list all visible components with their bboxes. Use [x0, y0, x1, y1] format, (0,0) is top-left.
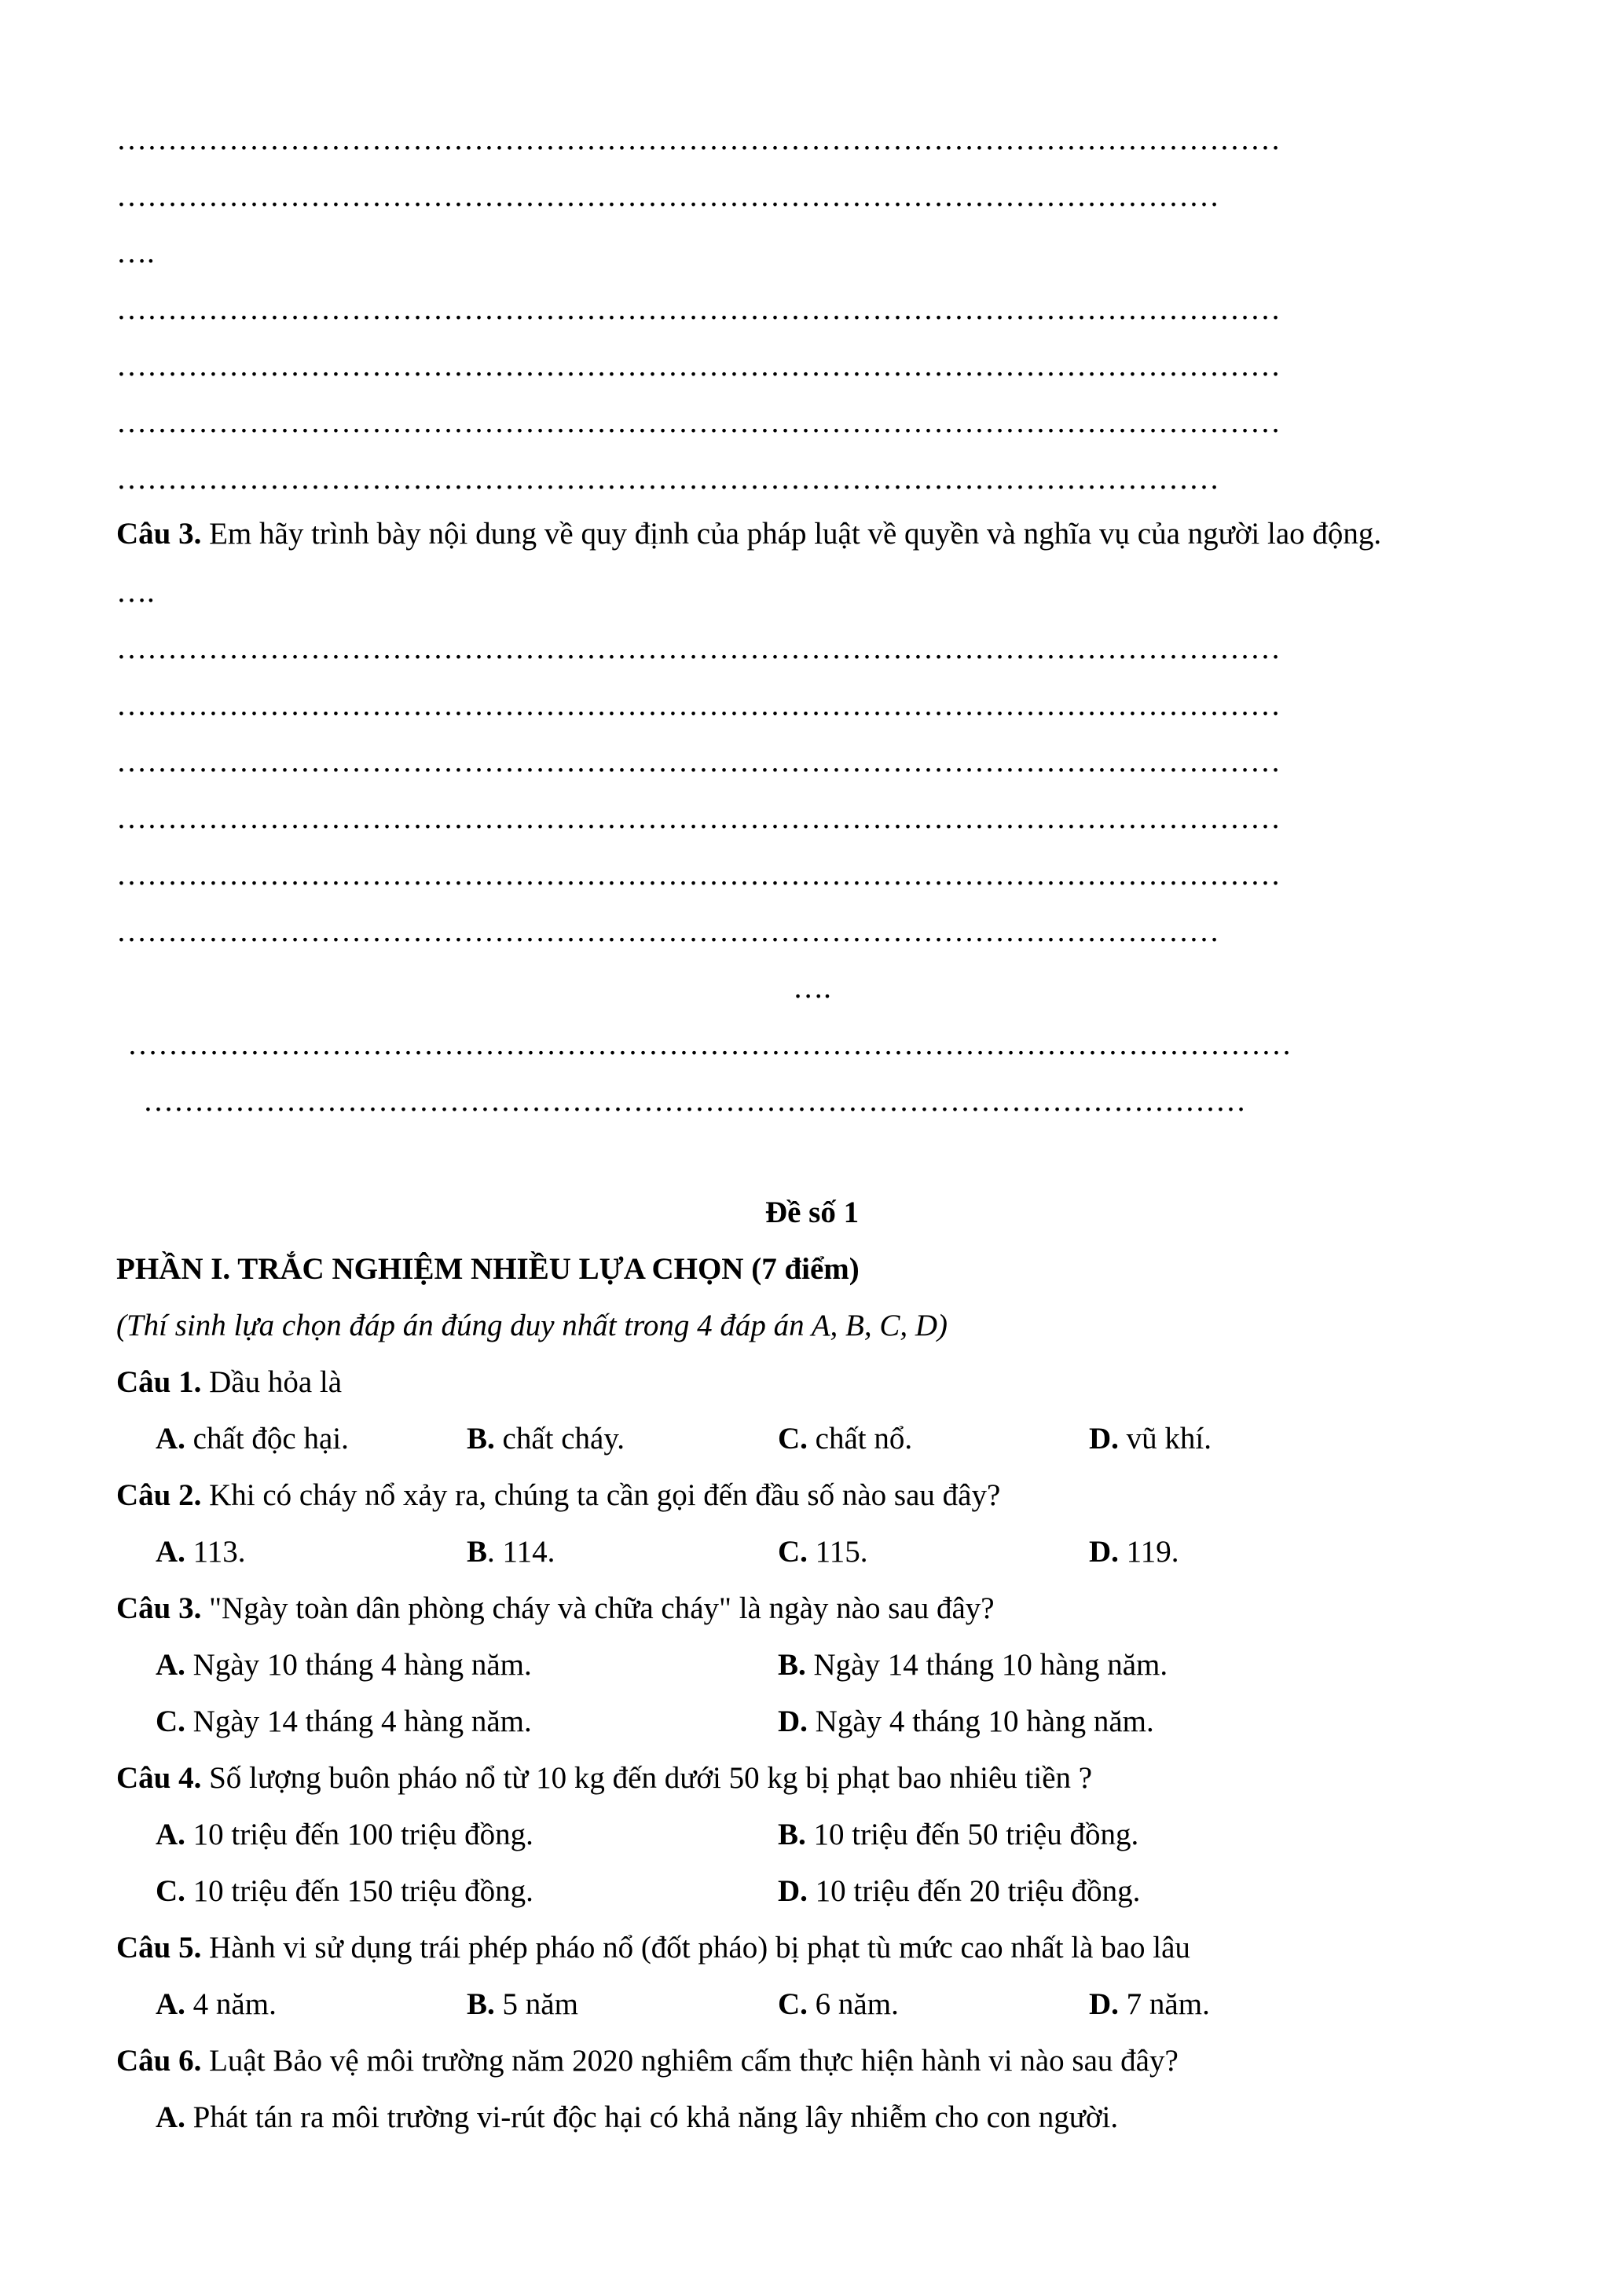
question-2 — [116, 1477, 1515, 1514]
answer-line: ……………………………………………………………………………………………… — [116, 462, 1219, 496]
answer-line: …. — [793, 971, 831, 1005]
question-4 — [116, 1760, 1515, 1797]
option-c: C. chất nổ. — [778, 1422, 913, 1456]
essay-question-3 — [116, 515, 1515, 553]
answer-line: …………………………………………………………………………………………………… — [127, 1027, 1292, 1061]
question-text: "Ngày toàn dân phòng cháy và chữa cháy" là ngày nào sau đây? — [201, 1591, 995, 1625]
question-5 — [116, 1929, 1515, 1967]
answer-line: …………………………………………………………………………………………………… — [116, 405, 1281, 439]
option-c: C. 6 năm. — [778, 1987, 899, 2021]
question-text: Số lượng buôn pháo nổ từ 10 kg đến dưới 50 kg bị phạt bao nhiêu tiền ? — [201, 1761, 1093, 1795]
option-a: A. 10 triệu đến 100 triệu đồng. — [156, 1818, 533, 1851]
question-3 — [116, 1590, 1515, 1628]
option-c: C. 10 triệu đến 150 triệu đồng. — [156, 1874, 533, 1908]
option-a: A. chất độc hại. — [156, 1422, 349, 1456]
answer-line: …………………………………………………………………………………………………… — [116, 349, 1281, 383]
question-label: Câu 4. — [116, 1761, 202, 1795]
question-label: Câu 3. — [116, 517, 202, 551]
option-d: D. vũ khí. — [1089, 1422, 1212, 1456]
option-d: D. 10 triệu đến 20 triệu đồng. — [778, 1874, 1141, 1908]
answer-line: …………………………………………………………………………………………………… — [116, 688, 1281, 722]
exam-title: Đề số 1 — [764, 1196, 860, 1229]
option-a: A. Phát tán ra môi trường vi-rút độc hại có khả năng lây nhiễm cho con người. — [156, 2100, 1119, 2134]
option-c: C. 115. — [778, 1535, 868, 1569]
answer-line: …………………………………………………………………………………………………… — [116, 801, 1281, 835]
question-label: Câu 3. — [116, 1591, 202, 1625]
question-1 — [116, 1364, 1515, 1401]
option-b: B. chất cháy. — [467, 1422, 625, 1456]
answer-line: ……………………………………………………………………………………………… — [143, 1084, 1246, 1118]
answer-line: …. — [116, 236, 155, 269]
option-a: A. 113. — [156, 1535, 246, 1569]
option-b: B. 10 triệu đến 50 triệu đồng. — [778, 1818, 1139, 1851]
option-b: B. 114. — [467, 1535, 555, 1569]
instruction: (Thí sinh lựa chọn đáp án đúng duy nhất trong 4 đáp án A, B, C, D) — [116, 1309, 948, 1342]
question-text: Dầu hỏa là — [201, 1365, 343, 1399]
option-d: D. 7 năm. — [1089, 1987, 1210, 2021]
option-b: B. Ngày 14 tháng 10 hàng năm. — [778, 1648, 1168, 1682]
option-c: C. Ngày 14 tháng 4 hàng năm. — [156, 1705, 532, 1738]
question-text: Em hãy trình bày nội dung về quy định của pháp luật về quyền và nghĩa vụ của người lao động. — [201, 517, 1382, 551]
question-label: Câu 1. — [116, 1365, 202, 1399]
answer-line: …………………………………………………………………………………………………… — [116, 858, 1281, 892]
question-label: Câu 6. — [116, 2044, 202, 2078]
question-6 — [116, 2042, 1515, 2080]
answer-line: …………………………………………………………………………………………………… — [116, 292, 1281, 326]
question-text: Luật Bảo vệ môi trường năm 2020 nghiêm cấm thực hiện hành vi nào sau đây? — [201, 2044, 1179, 2078]
answer-line: ……………………………………………………………………………………………… — [116, 914, 1219, 948]
question-text: Khi có cháy nổ xảy ra, chúng ta cần gọi đến đầu số nào sau đây? — [201, 1478, 1001, 1512]
option-a: A. 4 năm. — [156, 1987, 277, 2021]
answer-line: …………………………………………………………………………………………………… — [116, 123, 1281, 156]
option-b: B. 5 năm — [467, 1987, 578, 2021]
option-a: A. Ngày 10 tháng 4 hàng năm. — [156, 1648, 532, 1682]
answer-line: ……………………………………………………………………………………………… — [116, 179, 1219, 213]
part-heading: PHẦN I. TRẮC NGHIỆM NHIỀU LỰA CHỌN (7 điểm) — [116, 1252, 860, 1286]
option-d: D. Ngày 4 tháng 10 hàng năm. — [778, 1705, 1154, 1738]
question-text: Hành vi sử dụng trái phép pháo nổ (đốt pháo) bị phạt tù mức cao nhất là bao lâu — [201, 1931, 1190, 1965]
answer-line: …………………………………………………………………………………………………… — [116, 632, 1281, 665]
question-label: Câu 5. — [116, 1931, 202, 1965]
question-label: Câu 2. — [116, 1478, 202, 1512]
option-d: D. 119. — [1089, 1535, 1179, 1569]
answer-line: …………………………………………………………………………………………………… — [116, 745, 1281, 778]
answer-line: …. — [116, 575, 155, 609]
